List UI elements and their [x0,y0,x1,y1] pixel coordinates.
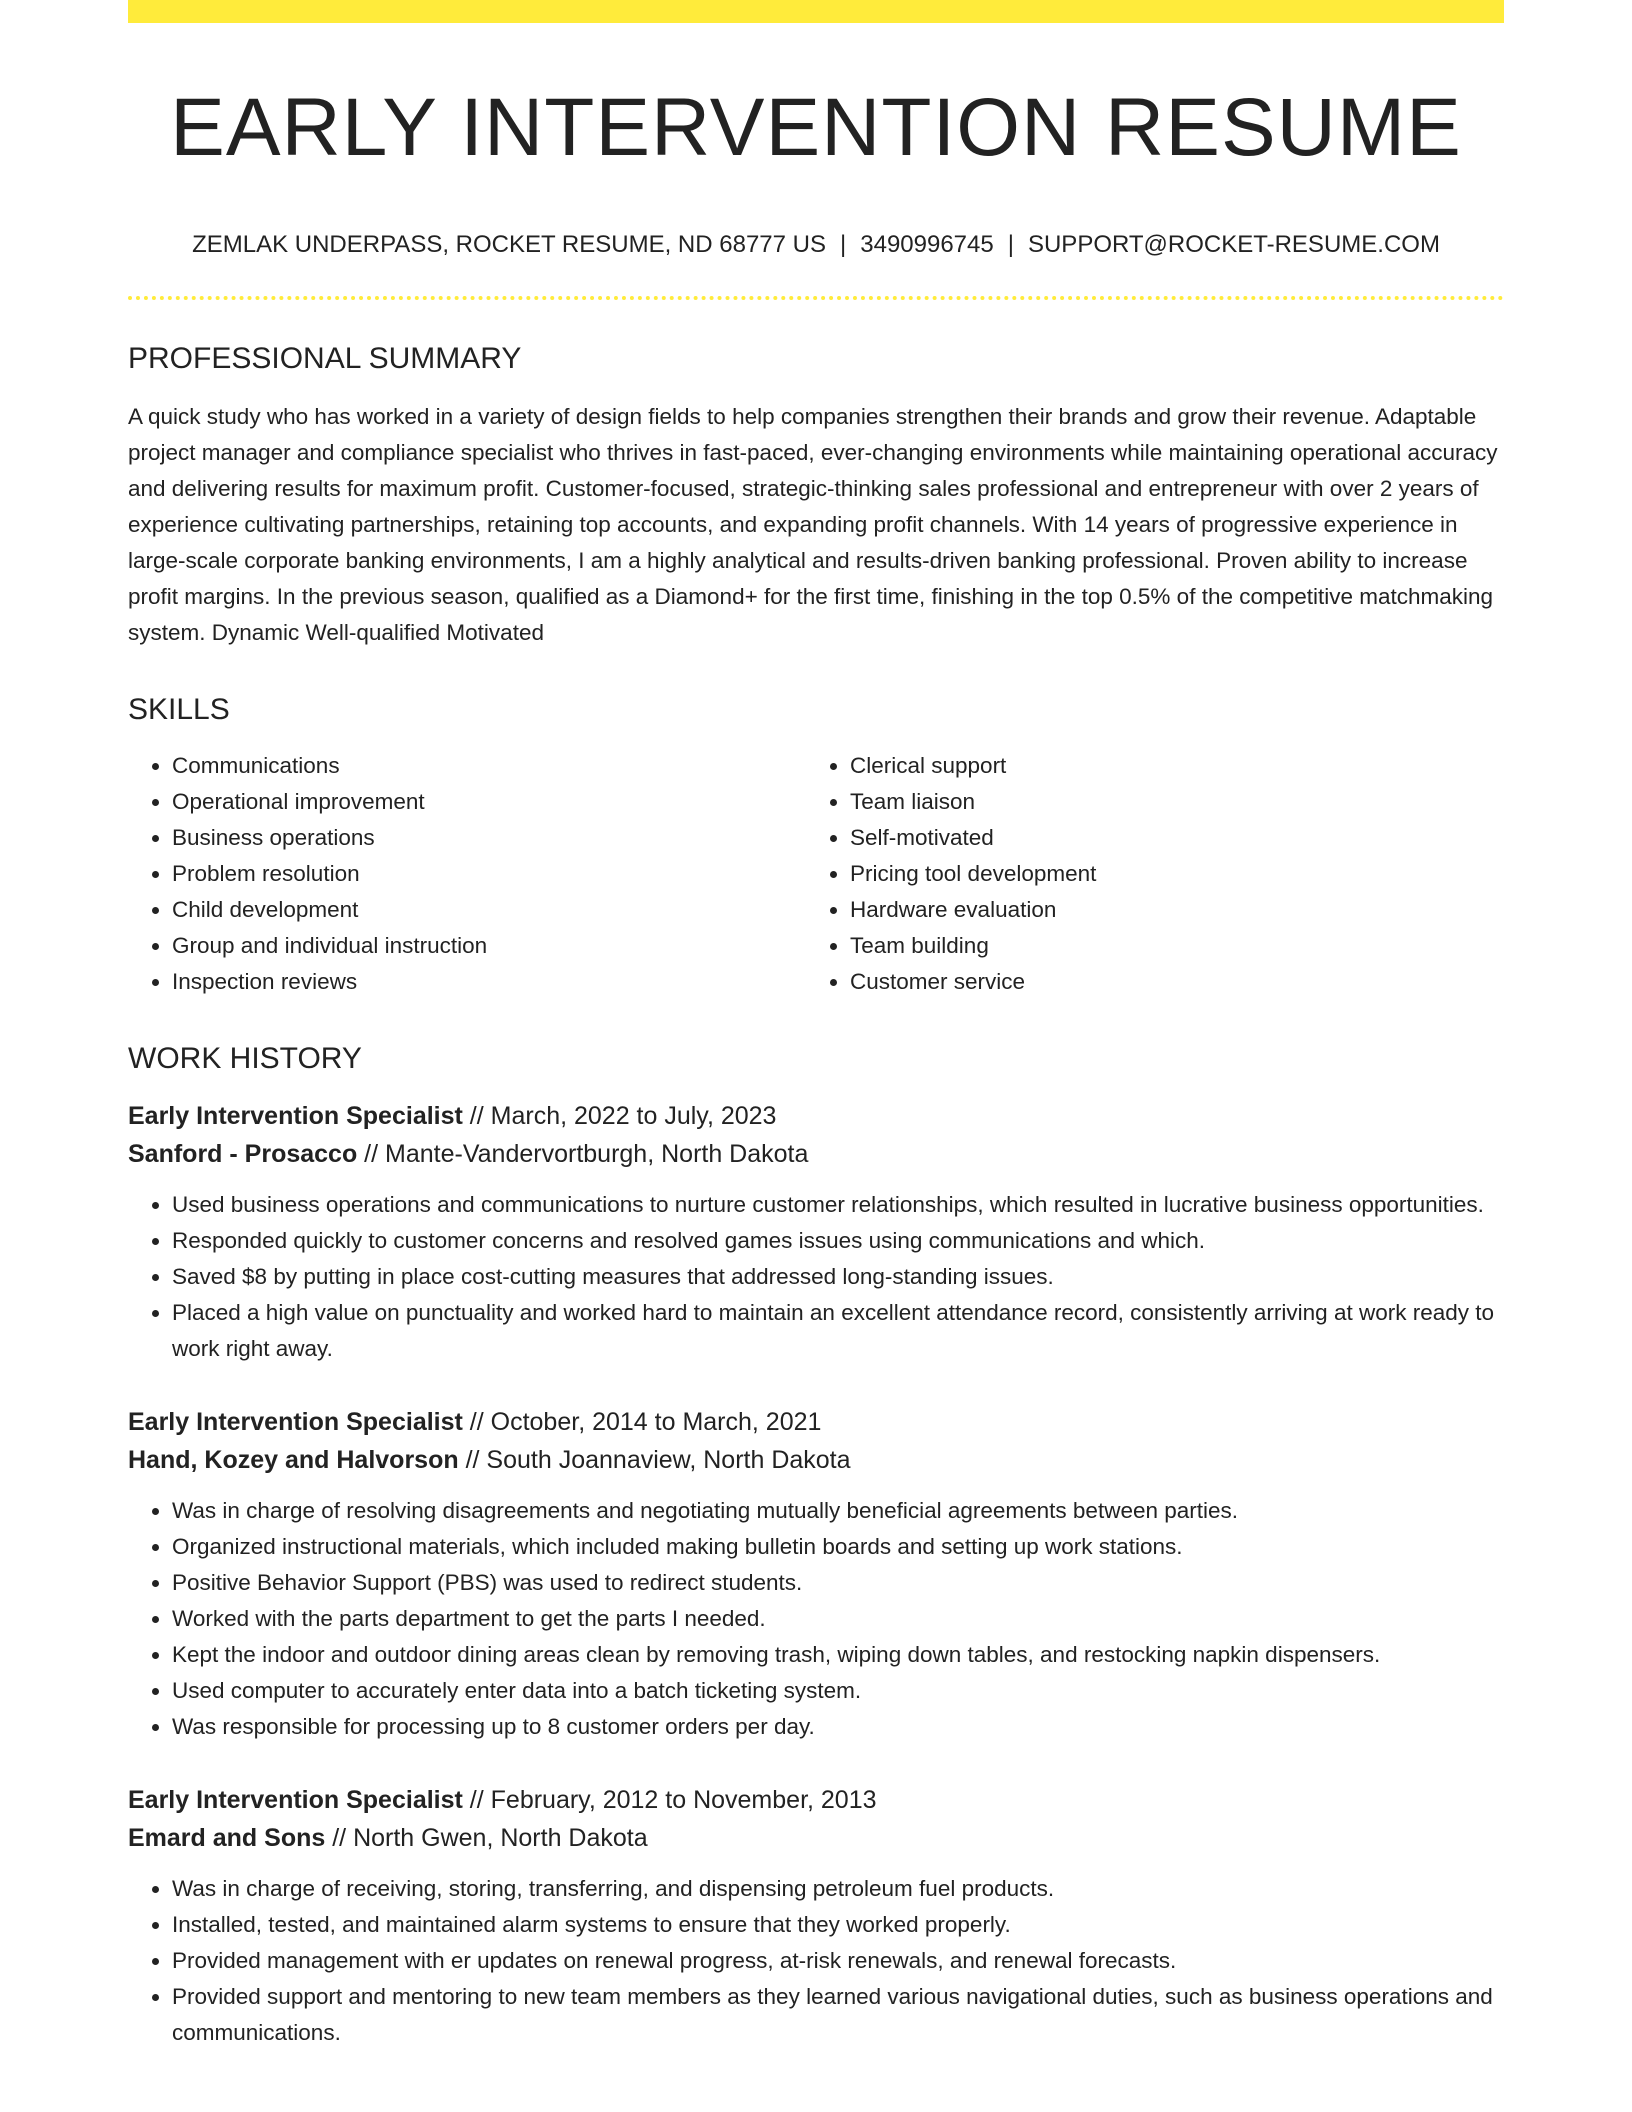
job-company: Emard and Sons [128,1823,326,1852]
job-dates: March, 2022 to July, 2023 [490,1101,777,1130]
contact-address: ZEMLAK UNDERPASS, ROCKET RESUME, ND 68777 US [192,231,827,259]
job-bullet: • Was responsible for processing up to 8 customer orders per day. [172,1709,1504,1745]
job-bullet: • Positive Behavior Support (PBS) was used to redirect students. [172,1565,1504,1601]
work-history-heading: WORK HISTORY [128,1041,362,1075]
job-entry [128,1781,1504,2051]
accent-bar [128,0,1504,23]
skill-item: • Clerical support [850,748,1484,784]
contact-separator: | [840,231,847,259]
job-bullet: • Provided management with er updates on renewal progress, at-risk renewals, and renewal forecasts. [172,1943,1504,1979]
skill-item: • Child development [172,892,806,928]
summary-heading: PROFESSIONAL SUMMARY [128,341,522,375]
contact-email: SUPPORT@ROCKET-RESUME.COM [1027,231,1440,259]
job-separator: // [462,1407,491,1436]
job-entry [128,1097,1504,1367]
job-bullets [128,1871,1504,2051]
skill-item: • Pricing tool development [850,856,1484,892]
job-bullet: • Was in charge of receiving, storing, transferring, and dispensing petroleum fuel products. [172,1871,1504,1907]
job-company-line [128,1135,1504,1173]
job-company-line [128,1819,1504,1857]
job-separator: // [325,1823,354,1852]
skill-item: • Group and individual instruction [172,928,806,964]
skill-item: • Self-motivated [850,820,1484,856]
job-title-line [128,1781,1504,1819]
job-company: Sanford - Prosacco [128,1139,358,1168]
job-bullet: • Used computer to accurately enter data into a batch ticketing system. [172,1673,1504,1709]
skill-item: • Customer service [850,964,1484,1000]
job-bullet: • Worked with the parts department to get the parts I needed. [172,1601,1504,1637]
skills-column-left [128,748,806,1000]
contact-separator: | [1007,231,1014,259]
job-dates: October, 2014 to March, 2021 [490,1407,822,1436]
job-location: South Joannaview, North Dakota [486,1445,851,1474]
contact-line [128,231,1504,260]
job-title-line [128,1403,1504,1441]
job-separator: // [462,1101,491,1130]
job-location: North Gwen, North Dakota [353,1823,648,1852]
resume-title: EARLY INTERVENTION RESUME [170,82,1462,173]
job-title: Early Intervention Specialist [128,1101,463,1130]
job-separator: // [357,1139,386,1168]
job-bullet: • Placed a high value on punctuality and worked hard to maintain an excellent attendance record, consistently arriving at work ready to work right away. [172,1295,1504,1367]
resume-page [128,0,1504,2051]
job-bullet: • Saved $8 by putting in place cost-cutting measures that addressed long-standing issues. [172,1259,1504,1295]
job-company-line [128,1441,1504,1479]
job-title-line [128,1097,1504,1135]
job-bullets [128,1493,1504,1745]
job-title: Early Intervention Specialist [128,1407,463,1436]
job-bullet: • Responded quickly to customer concerns and resolved games issues using communications and which. [172,1223,1504,1259]
job-bullet: • Provided support and mentoring to new team members as they learned various navigational duties, such as business operations and communications. [172,1979,1504,2051]
job-location: Mante-Vandervortburgh, North Dakota [385,1139,809,1168]
skill-item: • Hardware evaluation [850,892,1484,928]
job-bullet: • Installed, tested, and maintained alarm systems to ensure that they worked properly. [172,1907,1504,1943]
skill-item: • Communications [172,748,806,784]
skills-heading: SKILLS [128,692,230,726]
job-entry [128,1403,1504,1745]
skill-item: • Problem resolution [172,856,806,892]
skill-item: • Team liaison [850,784,1484,820]
skills-grid [128,748,1504,1000]
job-separator: // [462,1785,491,1814]
job-title: Early Intervention Specialist [128,1785,463,1814]
job-dates: February, 2012 to November, 2013 [490,1785,877,1814]
dotted-divider [128,296,1504,300]
skill-item: • Inspection reviews [172,964,806,1000]
skill-item: • Business operations [172,820,806,856]
contact-phone: 3490996745 [860,231,994,259]
skills-column-right [806,748,1484,1000]
job-bullet: • Kept the indoor and outdoor dining areas clean by removing trash, wiping down tables, and restocking napkin dispensers. [172,1637,1504,1673]
skill-item: • Operational improvement [172,784,806,820]
job-separator: // [458,1445,487,1474]
job-bullet: • Organized instructional materials, which included making bulletin boards and setting up work stations. [172,1529,1504,1565]
job-company: Hand, Kozey and Halvorson [128,1445,459,1474]
job-bullet: • Used business operations and communications to nurture customer relationships, which resulted in lucrative business opportunities. [172,1187,1504,1223]
summary-text: A quick study who has worked in a variety of design fields to help companies strengthen their brands and grow their revenue. Adaptable project manager and compliance specialist who thrives in fast-paced, ever-changing environments while maintaining operational accuracy and delivering results for maximum profit. Customer-focused, strategic-thinking sales professional and entrepreneur with over 2 years of experience cultivating partnerships, retaining top accounts, and expanding profit channels. With 14 years of progressive experience in large-scale corporate banking environments, I am a highly analytical and results-driven banking professional. Proven ability to increase profit margins. In the previous season, qualified as a Diamond+ for the first time, finishing in the top 0.5% of the competitive matchmaking system. Dynamic Well-qualified Motivated [128,403,1498,645]
job-bullets [128,1187,1504,1367]
skill-item: • Team building [850,928,1484,964]
job-bullet: • Was in charge of resolving disagreements and negotiating mutually beneficial agreements between parties. [172,1493,1504,1529]
